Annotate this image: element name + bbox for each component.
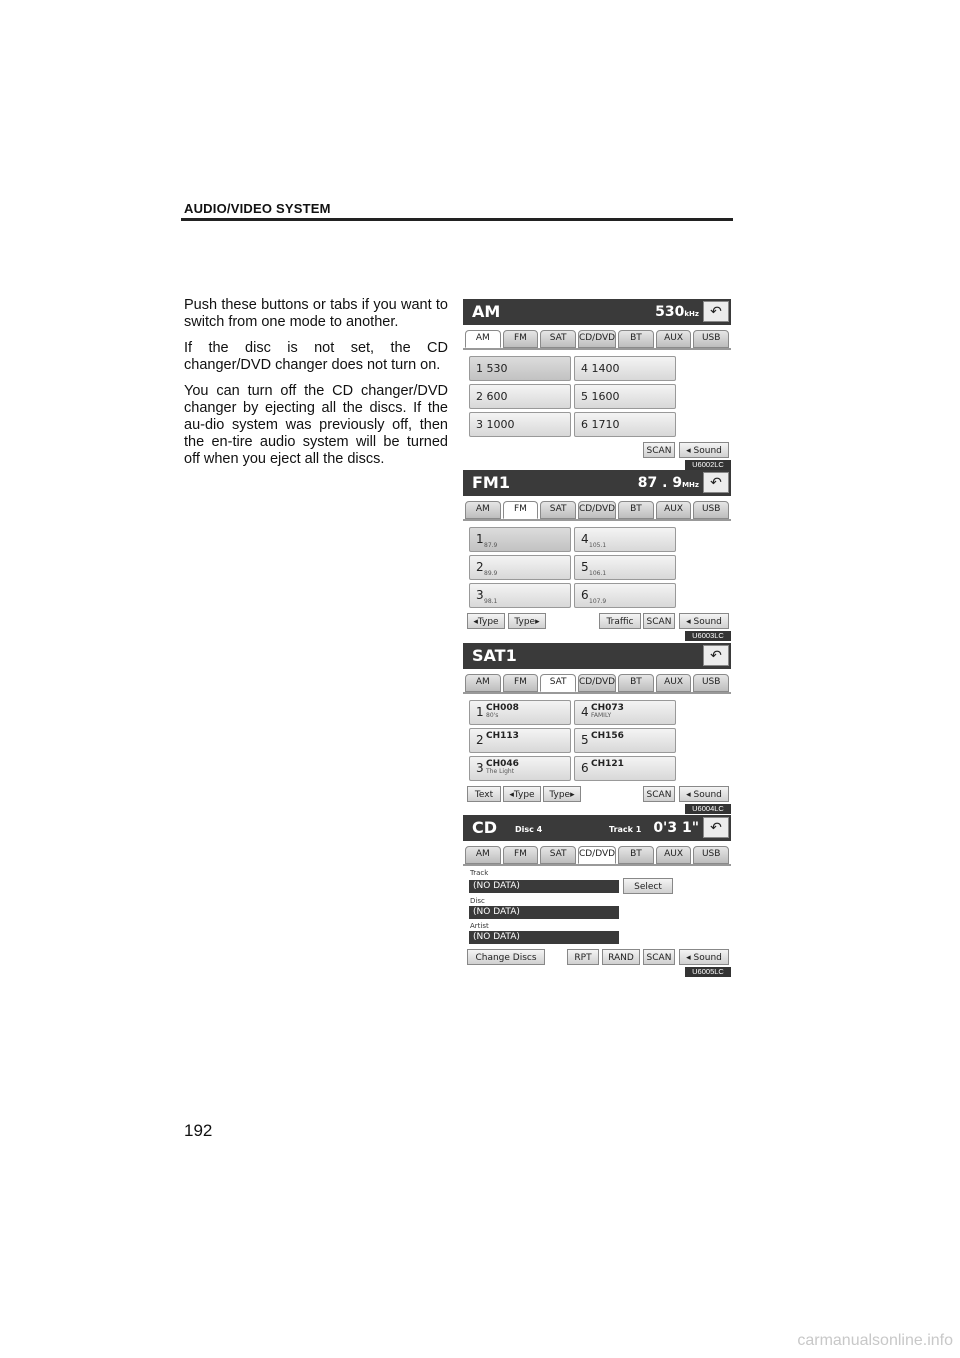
preset-button[interactable]: 1 530 <box>469 356 571 381</box>
paragraph-3: You can turn off the CD changer/DVD changer by ejecting all the discs. If the au-dio system was previously off, then the en-tire audio system will be turned off when you eject all the discs. <box>184 383 448 467</box>
disc-value: (NO DATA) <box>469 906 619 919</box>
fm-frequency: 87 . 9MHz <box>637 475 699 491</box>
text-button[interactable]: Text <box>467 786 501 802</box>
back-icon[interactable]: ↶ <box>703 472 729 493</box>
tab-aux[interactable]: AUX <box>656 674 692 692</box>
cd-bottom-bar <box>463 949 731 967</box>
preset-button[interactable]: 2 89.9 <box>469 555 571 580</box>
preset-button[interactable]: 4 105.1 <box>574 527 676 552</box>
preset-button[interactable]: 1 CH008 80's <box>469 700 571 725</box>
paragraph-2: If the disc is not set, the CD changer/DVD changer does not turn on. <box>184 340 448 373</box>
cd-title: CD <box>472 818 498 837</box>
rand-button[interactable]: RAND <box>602 949 640 965</box>
tab-sat[interactable]: SAT <box>540 674 576 692</box>
scan-button[interactable]: SCAN <box>643 949 675 965</box>
type-prev-button[interactable]: ◂Type <box>467 613 505 629</box>
tab-usb[interactable]: USB <box>693 330 729 348</box>
change-discs-button[interactable]: Change Discs <box>467 949 545 965</box>
preset-button[interactable]: 6 107.9 <box>574 583 676 608</box>
am-header <box>463 299 731 325</box>
tab-am[interactable]: AM <box>465 674 501 692</box>
section-title: AUDIO/VIDEO SYSTEM <box>184 201 331 216</box>
traffic-button[interactable]: Traffic <box>599 613 641 629</box>
preset-button[interactable]: 4 CH073 FAMILY <box>574 700 676 725</box>
type-next-button[interactable]: Type▸ <box>508 613 546 629</box>
preset-button[interactable]: 6 1710 <box>574 412 676 437</box>
type-prev-button[interactable]: ◂Type <box>503 786 541 802</box>
tab-sat[interactable]: SAT <box>540 501 576 519</box>
preset-button[interactable]: 3 1000 <box>469 412 571 437</box>
track-number: Track 1 <box>609 825 642 834</box>
figure-code: U6002LC <box>685 460 731 470</box>
preset-button[interactable]: 5 106.1 <box>574 555 676 580</box>
tab-am[interactable]: AM <box>465 330 501 348</box>
disc-field <box>469 906 731 919</box>
tab-cd-dvd[interactable]: CD/DVD <box>578 674 616 692</box>
tab-am[interactable]: AM <box>465 501 501 519</box>
tab-usb[interactable]: USB <box>693 846 729 864</box>
artist-field <box>469 931 731 944</box>
preset-button[interactable]: 3 98.1 <box>469 583 571 608</box>
header-rule <box>181 218 733 221</box>
tab-bt[interactable]: BT <box>618 330 654 348</box>
select-button[interactable]: Select <box>623 878 673 894</box>
source-tabs <box>463 669 731 694</box>
figure-code: U6003LC <box>685 631 731 641</box>
back-icon[interactable]: ↶ <box>703 301 729 322</box>
cd-screen <box>463 815 731 977</box>
tab-cd-dvd[interactable]: CD/DVD <box>578 846 616 864</box>
tab-am[interactable]: AM <box>465 846 501 864</box>
preset-button[interactable]: 5 CH156 <box>574 728 676 753</box>
am-presets <box>463 350 731 437</box>
sat-screen <box>463 643 731 814</box>
tab-usb[interactable]: USB <box>693 501 729 519</box>
watermark: carmanualsonline.info <box>797 1332 953 1349</box>
tab-fm[interactable]: FM <box>503 846 539 864</box>
tab-bt[interactable]: BT <box>618 674 654 692</box>
paragraph-1: Push these buttons or tabs if you want to switch from one mode to another. <box>184 297 448 330</box>
fm-bottom-bar <box>463 613 731 631</box>
artist-label: Artist <box>470 922 489 930</box>
scan-button[interactable]: SCAN <box>643 442 675 458</box>
am-title: AM <box>472 302 501 321</box>
back-icon[interactable]: ↶ <box>703 645 729 666</box>
preset-button[interactable]: 6 CH121 <box>574 756 676 781</box>
fm-screen <box>463 470 731 641</box>
preset-button[interactable]: 4 1400 <box>574 356 676 381</box>
am-bottom-bar <box>463 442 731 460</box>
tab-fm[interactable]: FM <box>503 674 539 692</box>
preset-button[interactable]: 2 600 <box>469 384 571 409</box>
track-value: (NO DATA) <box>469 880 619 893</box>
tab-aux[interactable]: AUX <box>656 846 692 864</box>
source-tabs <box>463 841 731 866</box>
source-tabs <box>463 325 731 350</box>
tab-sat[interactable]: SAT <box>540 330 576 348</box>
tab-bt[interactable]: BT <box>618 846 654 864</box>
tab-fm[interactable]: FM <box>503 330 539 348</box>
cd-header <box>463 815 731 841</box>
sat-bottom-bar <box>463 786 731 804</box>
figure-code: U6005LC <box>685 967 731 977</box>
page-number: 192 <box>184 1121 213 1140</box>
sound-button[interactable]: ◂ Sound <box>679 613 729 629</box>
sound-button[interactable]: ◂ Sound <box>679 442 729 458</box>
elapsed-time: 0'3 1" <box>653 820 699 836</box>
tab-bt[interactable]: BT <box>618 501 654 519</box>
sound-button[interactable]: ◂ Sound <box>679 949 729 965</box>
am-screen <box>463 299 731 470</box>
tab-aux[interactable]: AUX <box>656 330 692 348</box>
disc-number: Disc 4 <box>515 825 543 834</box>
tab-cd-dvd[interactable]: CD/DVD <box>578 330 616 348</box>
fm-presets <box>463 521 731 608</box>
scan-button[interactable]: SCAN <box>643 613 675 629</box>
tab-cd-dvd[interactable]: CD/DVD <box>578 501 616 519</box>
rpt-button[interactable]: RPT <box>567 949 599 965</box>
fm-header <box>463 470 731 496</box>
sat-header <box>463 643 731 669</box>
tab-sat[interactable]: SAT <box>540 846 576 864</box>
back-icon[interactable]: ↶ <box>703 817 729 838</box>
preset-button[interactable]: 2 CH113 <box>469 728 571 753</box>
track-label: Track <box>470 869 489 877</box>
artist-value: (NO DATA) <box>469 931 619 944</box>
preset-button[interactable]: 3 CH046 The Light <box>469 756 571 781</box>
type-next-button[interactable]: Type▸ <box>543 786 581 802</box>
sat-presets <box>463 694 731 781</box>
tab-aux[interactable]: AUX <box>656 501 692 519</box>
preset-button[interactable]: 1 87.9 <box>469 527 571 552</box>
tab-fm[interactable]: FM <box>503 501 539 519</box>
body-text <box>184 297 448 477</box>
sat-title: SAT1 <box>472 646 517 665</box>
sound-button[interactable]: ◂ Sound <box>679 786 729 802</box>
am-frequency: 530kHz <box>655 304 699 320</box>
disc-label: Disc <box>470 897 485 905</box>
source-tabs <box>463 496 731 521</box>
fm-title: FM1 <box>472 473 510 492</box>
preset-button[interactable]: 5 1600 <box>574 384 676 409</box>
track-field <box>469 878 731 894</box>
tab-usb[interactable]: USB <box>693 674 729 692</box>
figure-code: U6004LC <box>685 804 731 814</box>
scan-button[interactable]: SCAN <box>643 786 675 802</box>
